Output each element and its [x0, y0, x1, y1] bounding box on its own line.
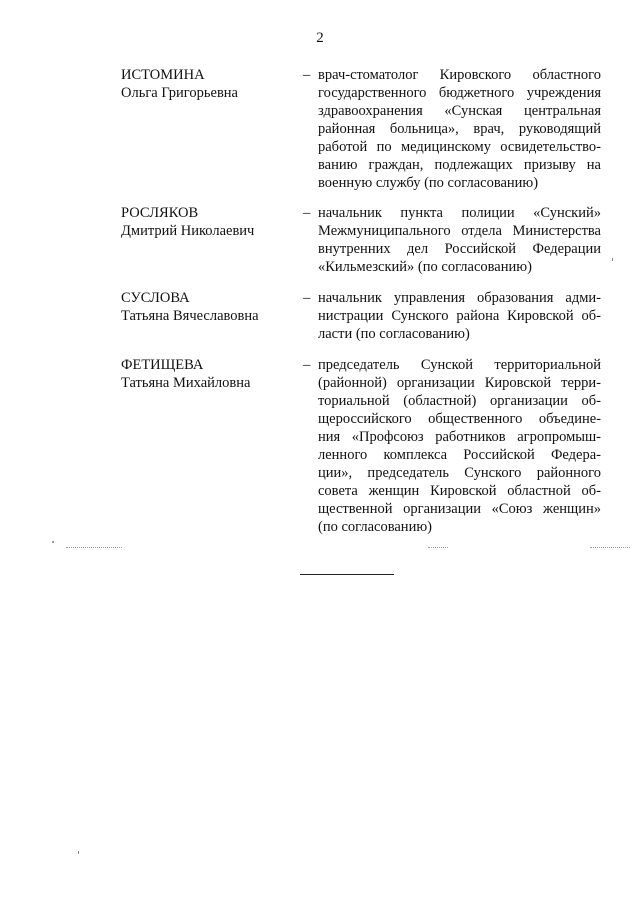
scan-artifact	[52, 541, 54, 543]
member-surname: ИСТОМИНА	[121, 67, 205, 83]
member-surname: СУСЛОВА	[121, 290, 190, 306]
position-line: председатель Сунской территориальной	[318, 357, 601, 373]
member-given-names: Татьяна Вячеславовна	[121, 308, 259, 324]
member-surname: ФЕТИЩЕВА	[121, 357, 204, 373]
member-name	[121, 66, 291, 102]
position-line: военную службу (по согласованию)	[318, 175, 539, 191]
position-line: ния «Профсоюз работников агропромыш-	[318, 429, 601, 445]
position-line: внутренних дел Российской Федерации	[318, 241, 601, 257]
position-line: государственного бюджетного учреждения	[318, 85, 601, 101]
member-position	[318, 66, 601, 192]
member-name	[121, 356, 291, 392]
member-given-names: Татьяна Михайловна	[121, 375, 251, 391]
position-line: (по согласованию)	[318, 519, 432, 535]
member-position	[318, 356, 601, 536]
dash-separator: –	[303, 205, 311, 221]
position-line: совета женщин Кировской областной об-	[318, 483, 601, 499]
position-line: нистрации Сунского района Кировской об-	[318, 308, 601, 324]
position-line: начальник пункта полиции «Сунский»	[318, 205, 601, 221]
position-line: здравоохранения «Сунская центральная	[318, 103, 601, 119]
scan-artifact	[612, 258, 613, 261]
scan-artifact	[66, 547, 122, 548]
position-line: районная больница», врач, руководящий	[318, 121, 601, 137]
position-line: щероссийского общественного объедине-	[318, 411, 601, 427]
position-line: (районной) организации Кировской терри-	[318, 375, 601, 391]
scan-artifact	[78, 851, 79, 854]
position-line: начальник управления образования адми-	[318, 290, 601, 306]
member-name	[121, 204, 291, 240]
member-position	[318, 204, 601, 276]
position-line: ленного комплекса Российской Федера-	[318, 447, 601, 463]
dash-separator: –	[303, 67, 311, 83]
position-line: ториальной (областной) организации об-	[318, 393, 601, 409]
position-line: ласти (по согласованию)	[318, 326, 470, 342]
member-position	[318, 289, 601, 343]
dash-separator: –	[303, 290, 311, 306]
position-line: ции», председатель Сунского районного	[318, 465, 601, 481]
member-name	[121, 289, 291, 325]
end-of-list-rule	[300, 574, 394, 575]
position-line: врач-стоматолог Кировского областного	[318, 67, 601, 83]
position-line: «Кильмезский» (по согласованию)	[318, 259, 532, 275]
scan-artifact	[428, 547, 448, 548]
member-given-names: Ольга Григорьевна	[121, 85, 238, 101]
position-line: работой по медицинскому освидетельство-	[318, 139, 601, 155]
scan-artifact	[590, 547, 630, 548]
page-number: 2	[316, 30, 324, 46]
position-line: щественной организации «Союз женщин»	[318, 501, 601, 517]
member-surname: РОСЛЯКОВ	[121, 205, 199, 221]
dash-separator: –	[303, 357, 311, 373]
member-given-names: Дмитрий Николаевич	[121, 223, 255, 239]
position-line: ванию граждан, подлежащих призыву на	[318, 157, 601, 173]
position-line: Межмуниципального отдела Министерства	[318, 223, 601, 239]
member-entry	[0, 356, 640, 546]
